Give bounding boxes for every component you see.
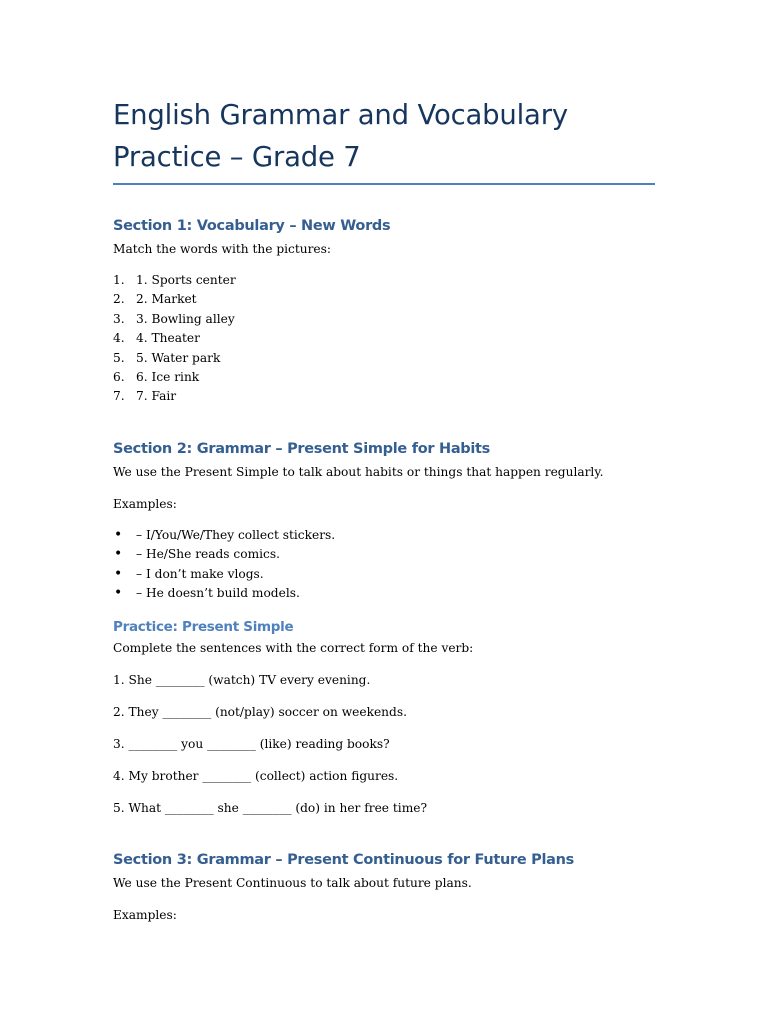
- bullet-icon: •: [114, 585, 123, 602]
- section-3-intro: We use the Present Continuous to talk about future plans.: [113, 876, 472, 891]
- practice-sentence: 5. What ________ she ________ (do) in her free time?: [113, 801, 427, 816]
- list-item: [113, 368, 656, 387]
- list-item-number: 7.: [113, 389, 125, 404]
- list-item: [113, 565, 656, 584]
- list-item: [113, 526, 656, 545]
- list-item-text: 2. Market: [136, 292, 197, 307]
- present-simple-examples: [113, 526, 656, 604]
- list-item: [113, 329, 656, 348]
- title-line-1: English Grammar and Vocabulary: [113, 99, 568, 131]
- practice-sentence: 1. She ________ (watch) TV every evening.: [113, 673, 371, 688]
- list-item-text: 1. Sports center: [136, 273, 236, 287]
- practice-sentence: 2. They ________ (not/play) soccer on weekends.: [113, 705, 407, 720]
- list-item-number: 5.: [113, 350, 125, 365]
- list-item: [113, 290, 656, 309]
- title-underline-rule: [113, 183, 655, 185]
- vocabulary-list: [113, 271, 656, 407]
- list-item-text: 7. Fair: [136, 389, 177, 404]
- list-item-text: 3. Bowling alley: [136, 311, 235, 326]
- list-item-text: 5. Water park: [136, 350, 221, 365]
- practice-sentence: 4. My brother ________ (collect) action figures.: [113, 769, 399, 784]
- section-2-examples-label: Examples:: [113, 496, 177, 511]
- list-item-number: 1.: [113, 273, 125, 287]
- bullet-icon: •: [114, 526, 123, 543]
- document-title: [113, 94, 656, 178]
- list-item-number: 3.: [113, 311, 125, 326]
- example-text: – He/She reads comics.: [136, 547, 281, 562]
- section-1-instruction: Match the words with the pictures:: [113, 242, 332, 256]
- list-item: [113, 271, 656, 290]
- practice-heading: Practice: Present Simple: [113, 619, 294, 636]
- list-item-text: 4. Theater: [136, 331, 200, 346]
- practice-sentence: 3. ________ you ________ (like) reading books?: [113, 737, 390, 752]
- bullet-icon: •: [114, 546, 123, 563]
- section-2-intro: We use the Present Simple to talk about habits or things that happen regularly.: [113, 464, 604, 479]
- title-line-2: Practice – Grade 7: [113, 141, 361, 173]
- list-item-text: 6. Ice rink: [136, 370, 200, 385]
- list-item-number: 2.: [113, 292, 125, 307]
- list-item: [113, 545, 656, 564]
- section-3-heading: Section 3: Grammar – Present Continuous for Future Plans: [113, 852, 574, 869]
- list-item: [113, 310, 656, 329]
- example-text: – I don’t make vlogs.: [136, 566, 264, 581]
- section-3-examples-label: Examples:: [113, 908, 177, 923]
- example-text: – He doesn’t build models.: [136, 586, 300, 601]
- section-2-heading: Section 2: Grammar – Present Simple for Habits: [113, 440, 491, 457]
- bullet-icon: •: [114, 565, 123, 582]
- example-text: – I/You/We/They collect stickers.: [136, 527, 336, 542]
- list-item: [113, 349, 656, 368]
- document-page: [113, 94, 656, 924]
- list-item: [113, 584, 656, 603]
- list-item: [113, 387, 656, 406]
- practice-instruction: Complete the sentences with the correct form of the verb:: [113, 641, 474, 656]
- list-item-number: 4.: [113, 331, 125, 346]
- section-1-heading: Section 1: Vocabulary – New Words: [113, 218, 391, 234]
- list-item-number: 6.: [113, 370, 125, 385]
